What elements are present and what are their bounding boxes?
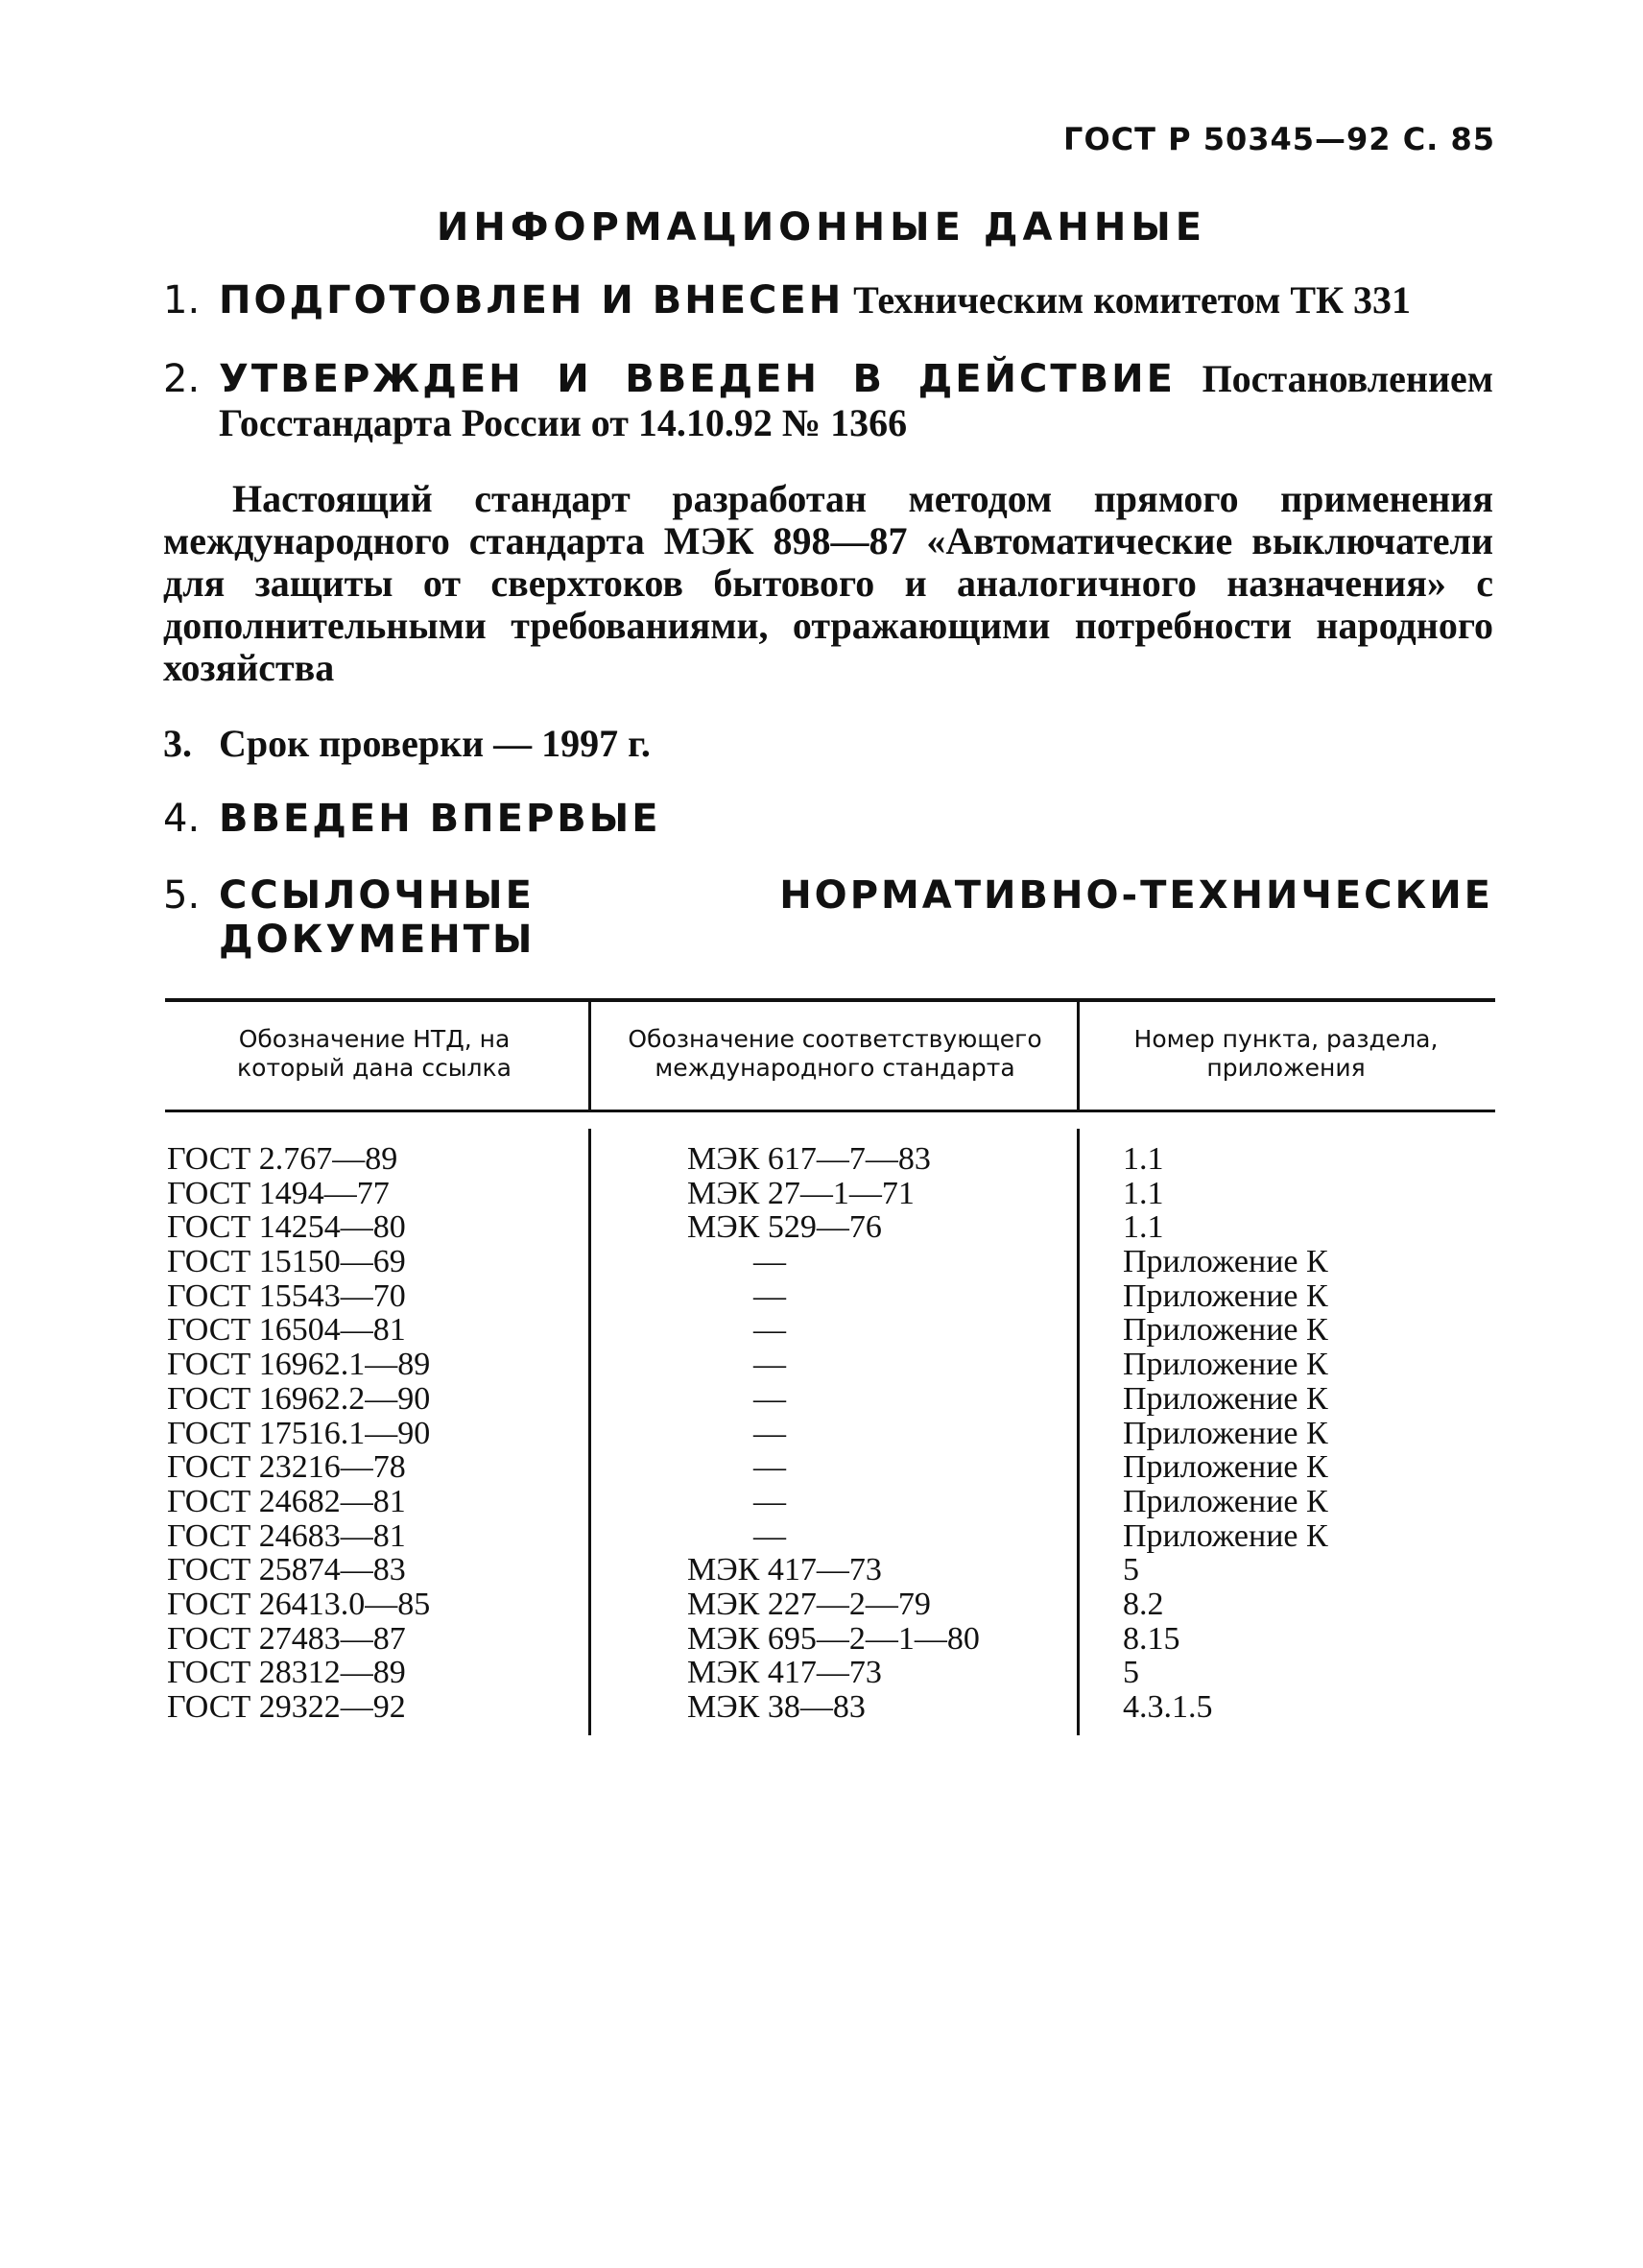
column-header-ntd: Обозначение НТД, на который дана ссылка xyxy=(237,1025,512,1082)
item-2-text: Постановлением Госстандарта России от 14.10.92 № 1366 xyxy=(219,357,1493,444)
international-cell: — xyxy=(753,1449,786,1486)
item-4-number: 4. xyxy=(163,797,201,841)
item-1-heading: ПОДГОТОВЛЕН И ВНЕСЕН xyxy=(219,278,845,322)
item-1-text: Техническим комитетом ТК 331 xyxy=(844,278,1412,322)
table-divider-1-body xyxy=(588,1129,591,1735)
table-divider-2-body xyxy=(1077,1129,1080,1735)
item-3 xyxy=(163,722,1493,766)
column-header-international: Обозначение соответствующего международного стандарта xyxy=(628,1025,1042,1082)
clause-cell: Приложение К xyxy=(1123,1244,1328,1280)
international-cell: — xyxy=(753,1347,786,1383)
clause-cell: 8.15 xyxy=(1123,1620,1180,1657)
column-ntd xyxy=(167,1142,580,1725)
ntd-cell: ГОСТ 29322—92 xyxy=(167,1689,406,1725)
ntd-cell: ГОСТ 16962.1—89 xyxy=(167,1347,431,1383)
international-cell: МЭК 417—73 xyxy=(687,1655,882,1691)
item-1-number: 1. xyxy=(163,278,201,322)
clause-cell: Приложение К xyxy=(1123,1277,1328,1314)
column-header-clause: Номер пункта, раздела, приложения xyxy=(1133,1025,1439,1082)
item-4-heading: ВВЕДЕН ВПЕРВЫЕ xyxy=(219,797,661,841)
international-cell: — xyxy=(753,1483,786,1519)
international-cell: МЭК 617—7—83 xyxy=(687,1141,931,1177)
clause-cell: Приложение К xyxy=(1123,1517,1328,1554)
ntd-cell: ГОСТ 2.767—89 xyxy=(167,1141,398,1177)
clause-cell: 1.1 xyxy=(1123,1141,1164,1177)
standard-description: Настоящий стандарт разработан методом прямого применения международного стандарта МЭК 898—87 «Автоматические выключатели для защиты от сверхтоков бытового и аналогичного назначения» с дополнительными требованиями, отражающими потребности народного хозяйства xyxy=(163,477,1493,689)
international-cell: — xyxy=(753,1415,786,1451)
item-5 xyxy=(163,873,1493,962)
ntd-cell: ГОСТ 16962.2—90 xyxy=(167,1380,431,1417)
column-clause xyxy=(1123,1142,1507,1725)
clause-cell: 1.1 xyxy=(1123,1209,1164,1246)
item-2-heading: УТВЕРЖДЕН И ВВЕДЕН В ДЕЙСТВИЕ xyxy=(219,357,1176,401)
page-title: ИНФОРМАЦИОННЫЕ ДАННЫЕ xyxy=(436,205,1207,250)
table-header-rule xyxy=(165,1110,1495,1112)
clause-cell: 5 xyxy=(1123,1552,1139,1588)
international-cell: — xyxy=(753,1517,786,1554)
item-4 xyxy=(163,797,1493,841)
clause-cell: Приложение К xyxy=(1123,1312,1328,1349)
item-1 xyxy=(163,278,1493,322)
ntd-cell: ГОСТ 26413.0—85 xyxy=(167,1586,431,1622)
ntd-cell: ГОСТ 15150—69 xyxy=(167,1244,406,1280)
international-cell: МЭК 529—76 xyxy=(687,1209,882,1246)
international-cell: — xyxy=(753,1312,786,1349)
ntd-cell: ГОСТ 14254—80 xyxy=(167,1209,406,1246)
international-cell: — xyxy=(753,1244,786,1280)
ntd-cell: ГОСТ 16504—81 xyxy=(167,1312,406,1349)
international-cell: — xyxy=(753,1277,786,1314)
ntd-cell: ГОСТ 27483—87 xyxy=(167,1620,406,1657)
item-3-text: Срок проверки — 1997 г. xyxy=(219,722,651,765)
ntd-cell: ГОСТ 28312—89 xyxy=(167,1655,406,1691)
table-divider-2-head xyxy=(1077,1002,1080,1110)
ntd-cell: ГОСТ 24683—81 xyxy=(167,1517,406,1554)
item-2 xyxy=(163,357,1493,445)
international-cell: МЭК 695—2—1—80 xyxy=(687,1620,980,1657)
ntd-cell: ГОСТ 24682—81 xyxy=(167,1483,406,1519)
clause-cell: 4.3.1.5 xyxy=(1123,1689,1213,1725)
table-top-rule xyxy=(165,998,1495,1002)
ntd-cell: ГОСТ 23216—78 xyxy=(167,1449,406,1486)
item-5-heading: ССЫЛОЧНЫЕ НОРМАТИВНО-ТЕХНИЧЕСКИЕ ДОКУМЕНТЫ xyxy=(219,873,1493,962)
ntd-cell: ГОСТ 25874—83 xyxy=(167,1552,406,1588)
clause-cell: Приложение К xyxy=(1123,1449,1328,1486)
item-2-number: 2. xyxy=(163,357,201,401)
international-cell: — xyxy=(753,1380,786,1417)
clause-cell: Приложение К xyxy=(1123,1483,1328,1519)
international-cell: МЭК 417—73 xyxy=(687,1552,882,1588)
clause-cell: 8.2 xyxy=(1123,1586,1164,1622)
international-cell: МЭК 227—2—79 xyxy=(687,1586,931,1622)
international-cell: МЭК 38—83 xyxy=(687,1689,866,1725)
clause-cell: Приложение К xyxy=(1123,1380,1328,1417)
clause-cell: 5 xyxy=(1123,1655,1139,1691)
column-international xyxy=(614,1142,1065,1725)
table-divider-1-head xyxy=(588,1002,591,1110)
ntd-cell: ГОСТ 1494—77 xyxy=(167,1175,390,1211)
item-3-number: 3. xyxy=(163,722,192,765)
item-5-number: 5. xyxy=(163,873,201,918)
clause-cell: 1.1 xyxy=(1123,1175,1164,1211)
document-reference: ГОСТ Р 50345—92 С. 85 xyxy=(1063,121,1495,157)
ntd-cell: ГОСТ 15543—70 xyxy=(167,1277,406,1314)
clause-cell: Приложение К xyxy=(1123,1415,1328,1451)
international-cell: МЭК 27—1—71 xyxy=(687,1175,915,1211)
clause-cell: Приложение К xyxy=(1123,1347,1328,1383)
ntd-cell: ГОСТ 17516.1—90 xyxy=(167,1415,431,1451)
